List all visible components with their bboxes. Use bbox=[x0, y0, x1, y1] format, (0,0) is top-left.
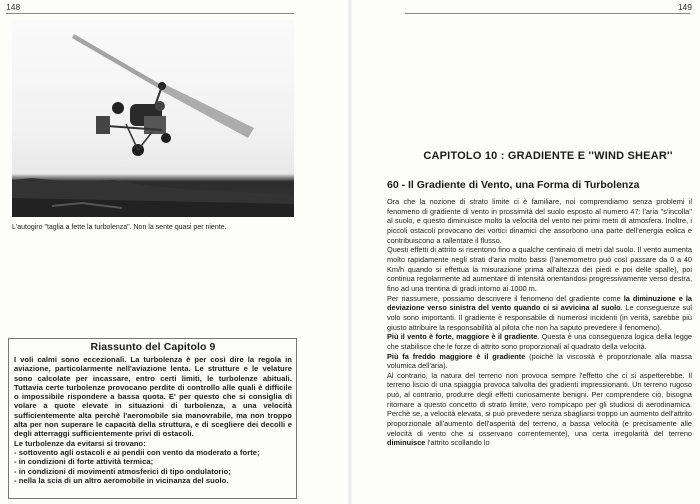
body-paragraph bbox=[387, 371, 692, 448]
bold-text-run: diminuisce bbox=[387, 438, 426, 448]
autogyro-photo bbox=[12, 20, 294, 217]
text-run: Ora che la nozione di strato limite ci è familiare, noi comprendiamo senza problemi il fenomeno di gradiente di vento in prossimità del suolo esposto al numero 47: l'aria ''s'incolla'' al suolo, e questo diminuisce molto la velocità del vento nei primi metri di atmosfera. Inoltre, i piccoli ostacoli provocano dei vortici dinamici che assorbono una parte dell'energia eolica e contribuiscono a rallentare il flusso. bbox=[387, 197, 692, 245]
body-paragraph bbox=[387, 352, 692, 371]
body-paragraph bbox=[387, 197, 692, 245]
text-run: . Questa è una conseguenza logica della legge che stabilisce che le forze di attrito sono proporzionali al quadrato della velocità. bbox=[387, 332, 692, 351]
text-run: l'attrito scollando lo bbox=[425, 438, 490, 448]
right-page bbox=[350, 0, 700, 504]
text-run: (poichè la viscosità è proporzionale alla massa volumica dell'aria). bbox=[387, 351, 692, 371]
summary-body bbox=[14, 355, 292, 485]
text-run: Per riassumere, possiamo descrivere il fenomeno del gradiente come bbox=[387, 293, 624, 303]
body-paragraph bbox=[387, 245, 692, 293]
summary-list-item: - sottovento agli ostacoli e ai pendii con vento da moderato a forte; bbox=[14, 447, 260, 457]
header-rule bbox=[6, 13, 294, 14]
header-rule bbox=[405, 13, 690, 14]
summary-title: Riassunto del Capitolo 9 bbox=[90, 341, 216, 353]
body-paragraph bbox=[387, 332, 692, 351]
bold-text-run: la diminuzione e la deviazione verso sinistra del vento quando ci si avvicina al suolo bbox=[387, 293, 692, 313]
page-number: 149 bbox=[677, 2, 692, 12]
text-run: Al contrario, la natura del terreno non provoca sempre l'effetto che ci si aspetterebbe. Il terreno liscio di una spiaggia provoca talvolta dei gradienti impressionanti. Un terreno rugoso può, al contrario, produrre degli effetti curiosamente benigni. Per comprendere ciò, bisogna ritornare a questo concetto di strato limite, vero rompicapo per gli studiosi di aerodinamica. Perchè se, a velocità elevata, si può prevedere senza sbagliarsi troppo un aumento dell'attrito proporzionale all'aumento dell'asperità del terreno, a bassa velocità (e precisamente alle velocità di vento che si osservano correntemente), una certa irregolarità del terreno bbox=[387, 370, 692, 438]
summary-list-item: - in condizioni di forte attività termica; bbox=[14, 457, 154, 467]
text-run: Questi effetti di attrito si risentono fino a qualche centinaio di metri dal suolo. Il vento aumenta molto rapidamente negli strati d'aria molto bassi (l'anemometro può così passare da 0 a 40 Km/h quando si effettua la misurazione prima all'altezza dei piedi e poi delle spalle), poi continua regolarmente ad aumentare di intensità orientandosi progressivamente verso destra, fino ad una trentina di gradi intorno ai 1000 m. bbox=[387, 245, 692, 293]
section-title: 60 - Il Gradiente di Vento, una Forma di Turbolenza bbox=[387, 179, 640, 191]
body-text bbox=[387, 197, 692, 448]
chapter-summary-box bbox=[8, 338, 297, 499]
page-number: 148 bbox=[6, 2, 21, 12]
bold-text-run: Più fa freddo maggiore è il gradiente bbox=[387, 351, 526, 361]
text-run: . Le conseguenze sul volo sono importanti. Il gradiente è responsabile di numerosi incidenti (in verità, sarebbe più giusto attribuire la responsabilità al pilota che non ha saputo prevedere il fenomeno). bbox=[387, 303, 692, 332]
photo-caption: L'autogiro "taglia a fette la turbolenza". Non la sente quasi per niente. bbox=[12, 224, 227, 231]
summary-list-item: - nella la scia di un altro aeromobile in vicinanza del suolo. bbox=[14, 475, 229, 485]
body-paragraph bbox=[387, 294, 692, 333]
chapter-title: CAPITOLO 10 : GRADIENTE E ''WIND SHEAR'' bbox=[423, 150, 673, 162]
bold-text-run: Più il vento è forte, maggiore è il gradiente bbox=[387, 332, 538, 342]
autogyro-icon bbox=[12, 20, 294, 217]
summary-paragraph: Le turbolenze da evitarsi si trovano: bbox=[14, 438, 146, 448]
summary-paragraph: I voli calmi sono eccezionali. La turbolenza è per così dire la regola in aviazione, particolarmente nell'aviazione lenta. Le strutture e le velature sono calcolate per incassare, entro certi limiti, le turbolenze abituali. Tuttavia certe turbolenze provocano perdite di controllo alle quali è difficile o impossibile rispondere a bassa quota. E' per questo che si consiglia di volare a quote elevate in situazioni di turbolenza, a una velocità sufficientemente alta perchè l'aeromobile sia manovrabile, ma non troppo alta per non superare le capacità della struttura, e di scegliere dei decolli e degli atterraggi sufficientemente privi di ostacoli. bbox=[14, 355, 292, 439]
summary-list-item: - in condizioni di movimenti atmosferici di tipo ondulatorio; bbox=[14, 466, 231, 476]
